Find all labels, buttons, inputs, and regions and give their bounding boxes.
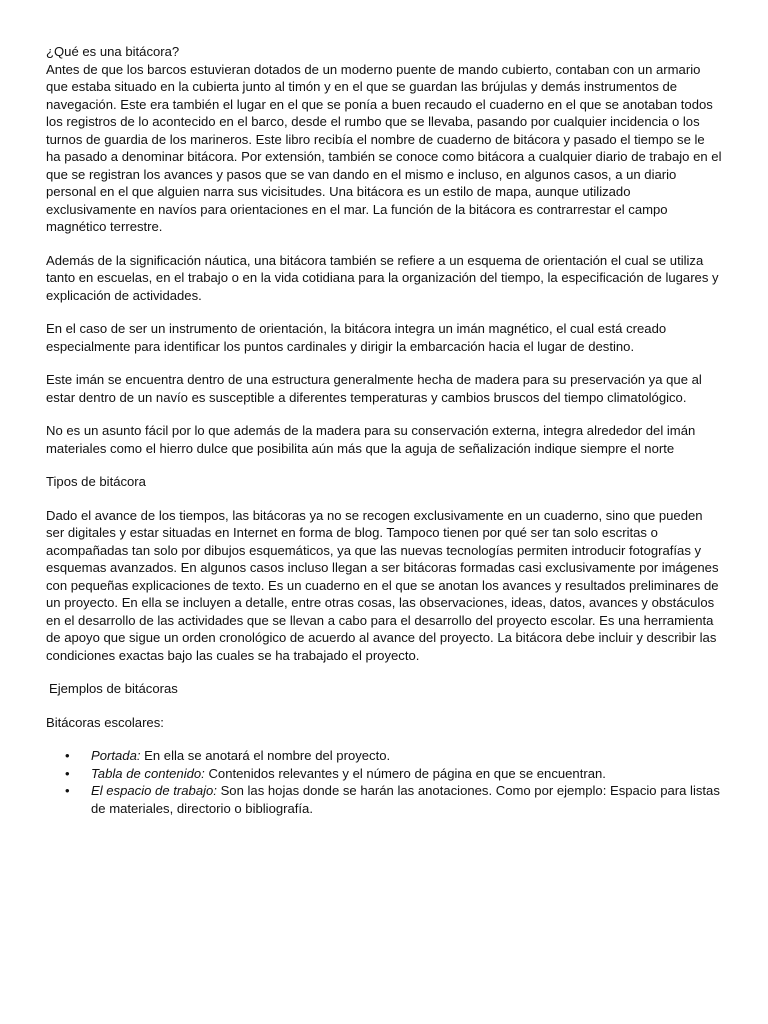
heading-escolares: Bitácoras escolares: xyxy=(46,714,164,730)
item-text: En ella se anotará el nombre del proyecto. xyxy=(140,748,391,763)
item-term: Tabla de contenido: xyxy=(91,765,205,781)
list-item xyxy=(65,782,722,817)
bullet-list xyxy=(46,747,722,817)
item-text: Contenidos relevantes y el número de página en que se encuentran. xyxy=(204,765,606,781)
bullet-icon: • xyxy=(65,765,70,781)
item-text: Son las hojas donde se harán las anotaciones. Como por ejemplo: Espacio para listas de materiales, directorio o bibliografía. xyxy=(91,783,720,816)
list-item xyxy=(65,747,722,765)
list-item xyxy=(65,765,722,783)
paragraph-tipos: Dado el avance de los tiempos, las bitácoras ya no se recogen exclusivamente en un cuaderno, sino que pueden ser digitales y estar situadas en Internet en forma de blog. Tampoco tienen por qué ser tan solo escritas o acompañadas tan solo por dibujos esquemáticos, ya que las nuevas tecnologías permiten introducir fotografías y esquemas avanzados. En algunos casos incluso llegan a ser bitácoras formadas casi exclusivamente por imágenes con pequeñas explicaciones de texto. Es un cuaderno en el que se anotan los avances y resultados preliminares de un proyecto. En ella se incluyen a detalle, entre otras cosas, las observaciones, ideas, datos, avances y obstáculos en el desarrollo de las actividades que se llevan a cabo para el desarrollo del proyecto escolar. Es una herramienta de apoyo que sigue un orden cronológico de acuerdo al avance del proyecto. La bitácora debe incluir y describir las condiciones exactas bajo las cuales se ha trabajado el proyecto. xyxy=(46,507,719,663)
paragraph-instrumento: En el caso de ser un instrumento de orientación, la bitácora integra un imán magnético, el cual está creado especialmente para identificar los puntos cardinales y dirigir la embarcación hacia el lugar de destino. xyxy=(46,321,667,354)
paragraph-significacion: Además de la significación náutica, una bitácora también se refiere a un esquema de orientación el cual se utiliza tanto en escuelas, en el trabajo o en la vida cotidiana para la organización del tiempo, la especificación de lugares y explicación de actividades. xyxy=(46,252,719,303)
heading-que-es: ¿Qué es una bitácora? xyxy=(46,44,180,59)
paragraph-madera: No es un asunto fácil por lo que además de la madera para su conservación externa, integra alrededor del imán materiales como el hierro dulce que posibilita aún más que la aguja de señalización indique siempre el norte xyxy=(46,423,696,456)
item-term: Portada: xyxy=(91,748,141,763)
bullet-icon: • xyxy=(65,783,70,798)
paragraph-intro: Antes de que los barcos estuvieran dotados de un moderno puente de mando cubierto, contaban con un armario que estaba situado en la cubierta junto al timón y en el que se guardan las brújulas y demás instrumentos de navegación. Este era también el lugar en el que se ponía a buen recaudo el cuaderno en el que se anotaban todos los registros de lo acontecido en el barco, desde el rumbo que se llevaba, pasando por cualquier incidencia o los turnos de guardia de los marineros. Este libro recibía el nombre de cuaderno de bitácora y pasado el tiempo se le ha pasado a denominar bitácora. Por extensión, también se conoce como bitácora a cualquier diario de trabajo en el que se registran los avances y pasos que se van dando en el mismo e incluso, en algunos casos, a un diario personal en el que alguien narra sus vicisitudes. Una bitácora es un estilo de mapa, aunque utilizado exclusivamente en navíos para orientaciones en el mar. La función de la bitácora es contrarrestar el campo magnético terrestre. xyxy=(46,61,722,234)
paragraph-iman: Este imán se encuentra dentro de una estructura generalmente hecha de madera para su preservación ya que al estar dentro de un navío es susceptible a diferentes temperaturas y cambios bruscos del tiempo climatológico. xyxy=(46,372,702,405)
item-term: El espacio de trabajo: xyxy=(91,783,217,798)
bullet-icon: • xyxy=(65,748,70,763)
heading-tipos: Tipos de bitácora xyxy=(46,474,146,489)
heading-ejemplos: Ejemplos de bitácoras xyxy=(49,681,178,696)
